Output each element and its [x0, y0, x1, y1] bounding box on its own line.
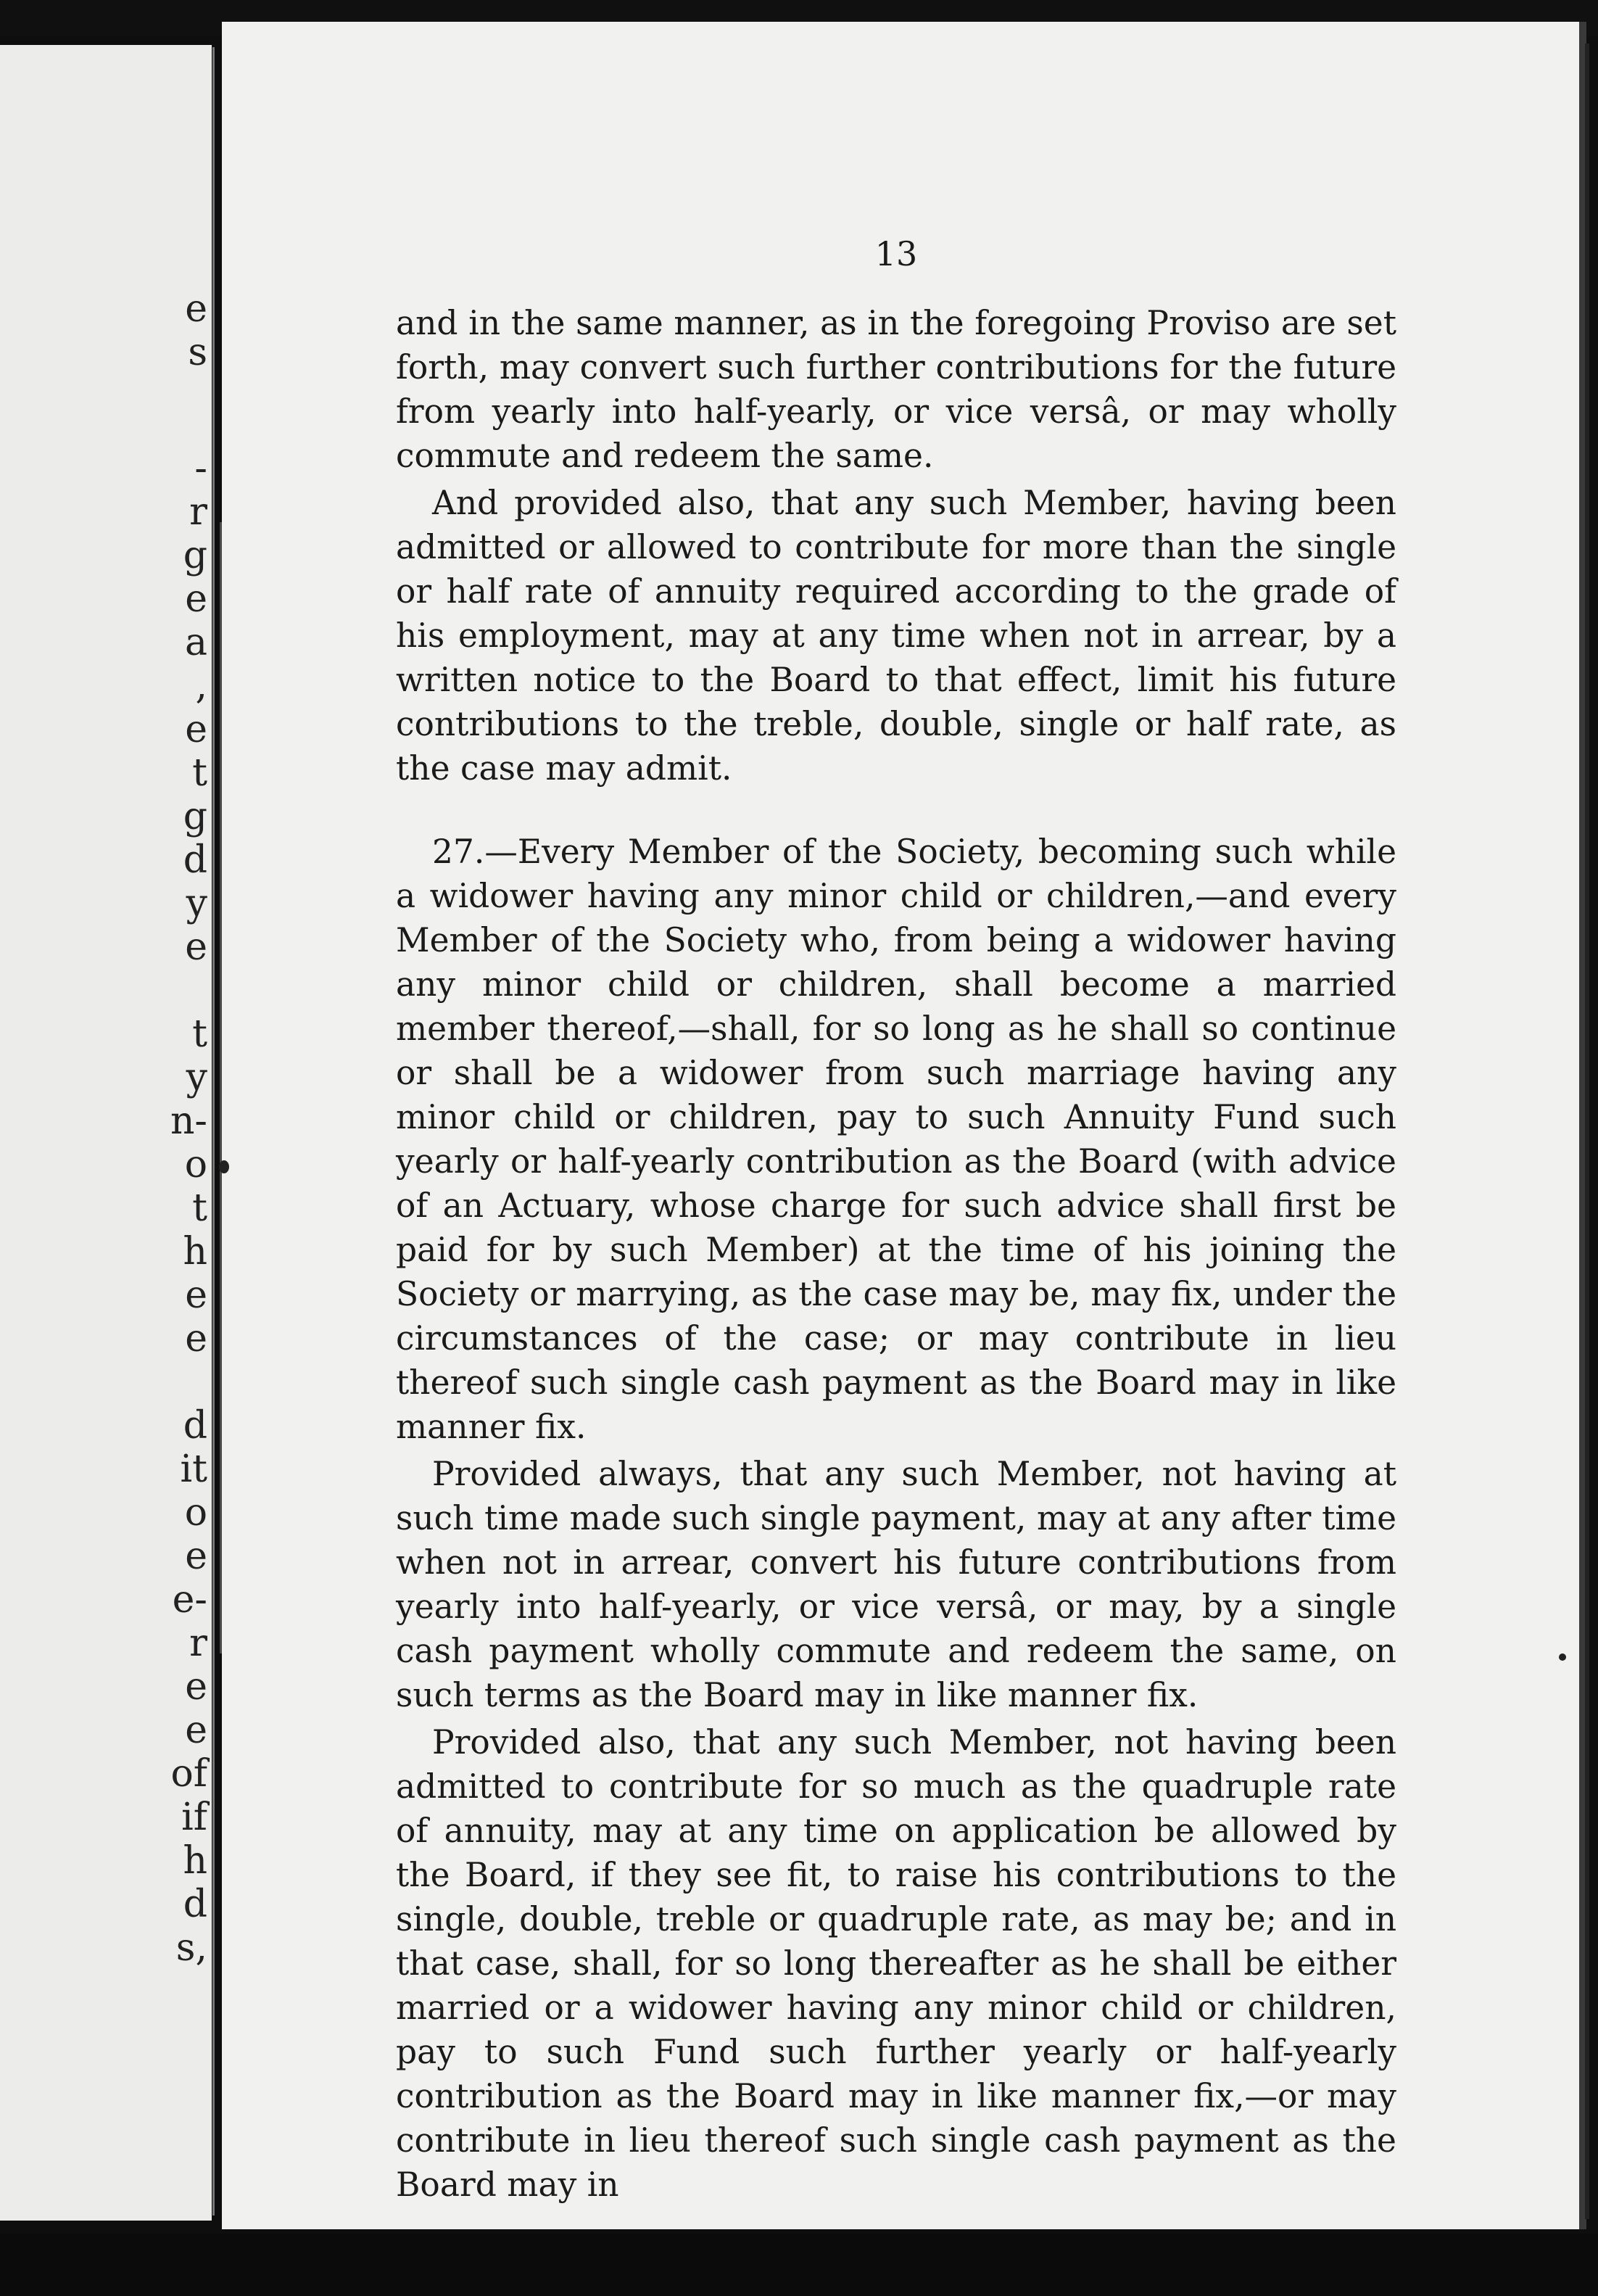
facing-page-fragment: g: [183, 534, 207, 577]
paragraph-p4: Provided always, that any such Member, not having at such time made such single payment, may at any after time when not in arrear, convert his future contributions from yearly into half-yearly, or vice versâ, or may, by a single cash payment wholly commute and redeem the same, on such terms as the Board may in like manner fix.: [396, 1455, 1396, 1714]
facing-page-fragment: g: [183, 795, 207, 838]
page-edge: [1585, 44, 1589, 2219]
facing-page-fragment: e: [185, 1317, 207, 1360]
facing-page-fragment: s: [188, 331, 207, 374]
paragraph-container: [396, 301, 1396, 2207]
facing-page-fragment: h: [183, 1839, 207, 1883]
facing-page-fragment: n-: [170, 1099, 207, 1143]
facing-page-fragment: d: [183, 838, 207, 882]
facing-page-fragment: o: [184, 1143, 207, 1186]
facing-page-fragment: of: [170, 1752, 207, 1796]
paragraph-p2: And provided also, that any such Member, having been admitted or allowed to contribute for more than the single or half rate of annuity required according to the grade of his employment, may at any time when not in arrear, by a written notice to the Board to that effect, limit his future contributions to the treble, double, single or half rate, as the case may admit.: [396, 484, 1396, 788]
facing-page-fragment: d: [183, 1883, 207, 1926]
facing-page-fragment: e: [185, 577, 207, 621]
gutter-line: [212, 47, 215, 2216]
facing-page-fragment: t: [192, 1186, 207, 1230]
facing-page-fragment: e: [185, 708, 207, 751]
facing-page-fragment: e: [185, 925, 207, 969]
facing-page-fragment: ,: [195, 664, 207, 708]
paragraph-p5: Provided also, that any such Member, not having been admitted to contribute for so much as the quadruple rate of annuity, may at any time on application be allowed by the Board, if they see fit, to raise his contributions to the single, double, treble or quadruple rate, as may be; and in that case, shall, for so long thereafter as he shall be either married or a widower having any minor child or children, pay to such Fund such further yearly or half-yearly contribution as the Board may in like manner fix,—or may contribute in lieu thereof such single cash payment as the Board may in: [396, 1723, 1396, 2204]
facing-page-fragment: e: [185, 1709, 207, 1752]
facing-page-fragment: e: [185, 1535, 207, 1578]
facing-page-fragment: r: [189, 490, 207, 534]
facing-page-fragment: e-: [172, 1578, 207, 1622]
facing-page-fragment: -: [194, 447, 207, 490]
facing-page-fragment: y: [186, 1056, 207, 1099]
facing-page-fragment: r: [189, 1622, 207, 1665]
page-text: [396, 234, 1396, 2210]
facing-page-fragment: t: [192, 751, 207, 795]
scan-speck: [219, 1160, 229, 1173]
facing-page-fragment: t: [192, 1012, 207, 1056]
facing-page-fragment: a: [184, 621, 207, 664]
scan-speck: [1559, 1653, 1566, 1661]
scan-bottom-margin: [0, 2234, 1598, 2296]
page-number: 13: [874, 234, 918, 273]
facing-page-edge: [0, 45, 212, 2221]
facing-page-fragment: it: [180, 1448, 207, 1491]
paragraph-p1: and in the same manner, as in the foregoing Proviso are set forth, may convert such further contributions for the future from yearly into half-yearly, or vice versâ, or may wholly commute and redeem the same.: [396, 304, 1396, 475]
facing-page-fragment: e: [185, 287, 207, 331]
facing-page-fragment: d: [183, 1404, 207, 1448]
paragraph-p3: 27.—Every Member of the Society, becoming such while a widower having any minor child or children,—and every Member of the Society who, from being a widower having any minor child or children, shall become a married member thereof,—shall, for so long as he shall so continue or shall be a widower from such marriage having any minor child or children, pay to such Annuity Fund such yearly or half-yearly contribution as the Board (with advice of an Actuary, whose charge for such advice shall first be paid for by such Member) at the time of his joining the Society or marrying, as the case may be, may fix, under the circumstances of the case; or may contribute in lieu thereof such single cash payment as the Board may in like manner fix.: [396, 833, 1396, 1446]
facing-page-fragment: o: [184, 1491, 207, 1535]
facing-page-fragment: s,: [175, 1926, 207, 1970]
facing-page-fragment: y: [186, 882, 207, 925]
facing-page-fragment: if: [181, 1796, 207, 1839]
facing-page-fragment: h: [183, 1230, 207, 1273]
facing-page-fragment: e: [185, 1665, 207, 1709]
facing-page-fragment: e: [185, 1273, 207, 1317]
